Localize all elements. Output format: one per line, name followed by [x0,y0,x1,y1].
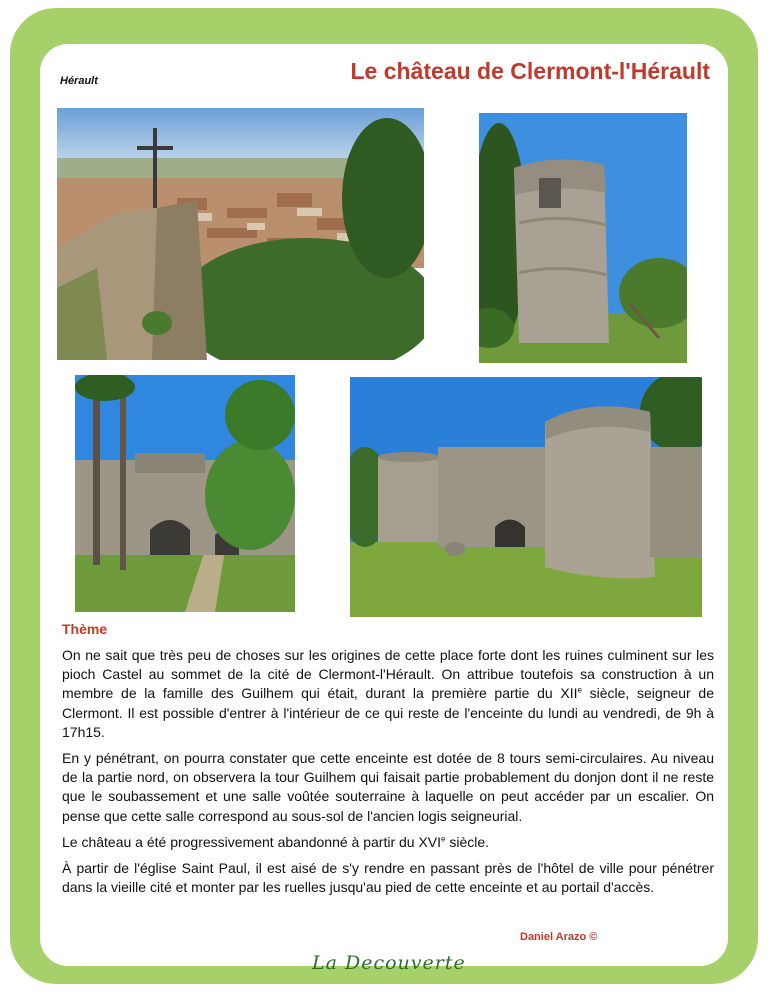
paragraph-origins-text: On ne sait que très peu de choses sur les origines de cette place forte dont les ruines culminent sur les pioch Castel au sommet de la cité de Clermont-l'Hérault. On attribue toutefois sa construction à un membre de la famille des Guilhem qui était, durant la première partie du XII [62,647,714,702]
paragraph-origins [62,646,714,742]
paragraph-directions: À partir de l'église Saint Paul, il est aisé de s'y rendre en passant près de l'hôtel de ville pour pénétrer dans la vieille cité et monter par les ruelles jusqu'au pied de cette enceinte et au portail d'accès. [62,860,714,896]
photo-courtyard-gate [75,375,295,612]
article-body [62,646,714,904]
footer-brand: La Decouverte [312,952,466,974]
paragraph-abandonment [62,833,714,852]
paragraph-towers: En y pénétrant, on pourra constater que cette enceinte est dotée de 8 tours semi-circulaires. Au niveau de la partie nord, on observera la tour Guilhem qui faisait partie probablement du donjon dont il ne reste que le soubassement et une salle voûtée souterraine à laquelle on peut accéder par un escalier. On pense que cette salle correspond au sous-sol de l'ancien logis seigneurial. [62,750,714,824]
paragraph-origins-text-end: siècle, seigneur de Clermont. Il est possible d'entrer à l'intérieur de ce qui reste de l'enceinte du lundi au vendredi, de 9h à 17h15. [62,685,714,740]
photo-castle-towers [350,377,702,617]
page-title: Le château de Clermont-l'Hérault [350,58,710,84]
photo-cross-and-village [57,108,424,360]
photo-credit: Daniel Arazo © [520,931,598,943]
paragraph-abandonment-text: Le château a été progressivement abandonné à partir du XVI [62,833,442,850]
paragraph-abandonment-text-end: siècle. [445,833,490,850]
photo-round-tower [479,113,687,363]
century-superscript: e [577,685,582,695]
region-label: Hérault [60,75,98,87]
century-superscript: e [441,834,446,844]
section-heading: Thème [62,621,108,637]
